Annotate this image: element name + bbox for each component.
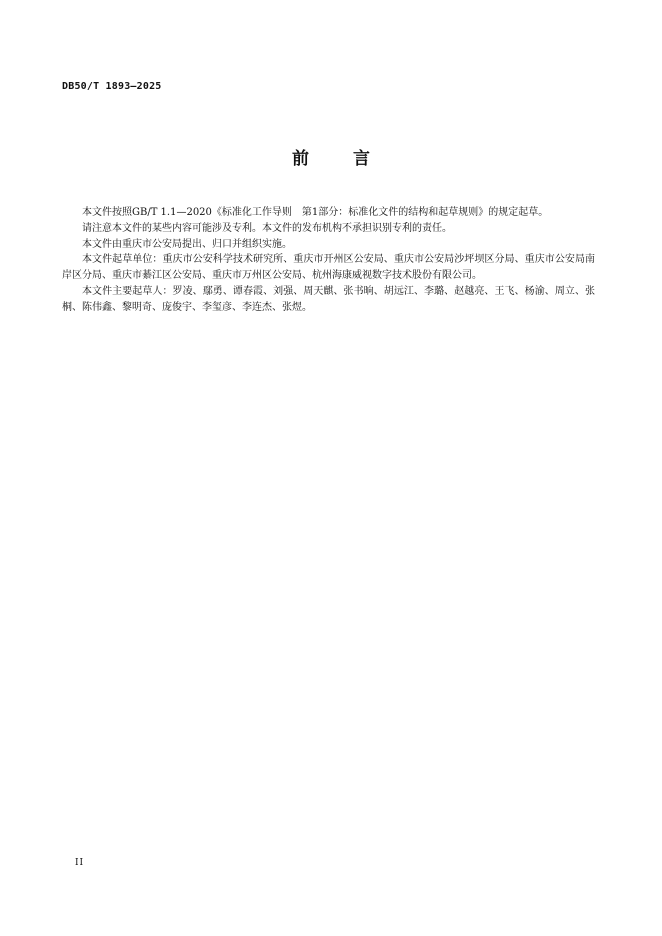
page-title [0,144,662,169]
page-number: II [75,858,85,868]
paragraph-patent-notice: 请注意本文件的某些内容可能涉及专利。本文件的发布机构不承担识别专利的责任。 [82,222,452,234]
paragraph-drafting-rules: 本文件按照GB/T 1.1—2020《标准化工作导则 第1部分：标准化文件的结构和起草规则》的规定起草。 [82,207,549,218]
paragraph-proposer: 本文件由重庆市公安局提出、归口并组织实施。 [82,238,292,250]
title-char-1: 前 [292,149,309,169]
paragraph-drafters: 本文件主要起草人：罗凌、鄢勇、谭春霞、刘强、周天麒、张书晌、胡远江、李璐、赵越亮、王飞、杨渝、周立、张桐、陈伟鑫、黎明奇、庞俊宇、李玺彦、李连杰、张煜。 [62,285,595,313]
foreword-body [62,205,595,316]
title-char-2: 言 [353,149,370,169]
document-code: DB50/T 1893—2025 [62,81,162,92]
paragraph-drafting-units: 本文件起草单位：重庆市公安科学技术研究所、重庆市开州区公安局、重庆市公安局沙坪坝区分局、重庆市公安局南岸区分局、重庆市綦江区公安局、重庆市万州区公安局、杭州海康威视数字技术股份有限公司。 [62,254,595,282]
